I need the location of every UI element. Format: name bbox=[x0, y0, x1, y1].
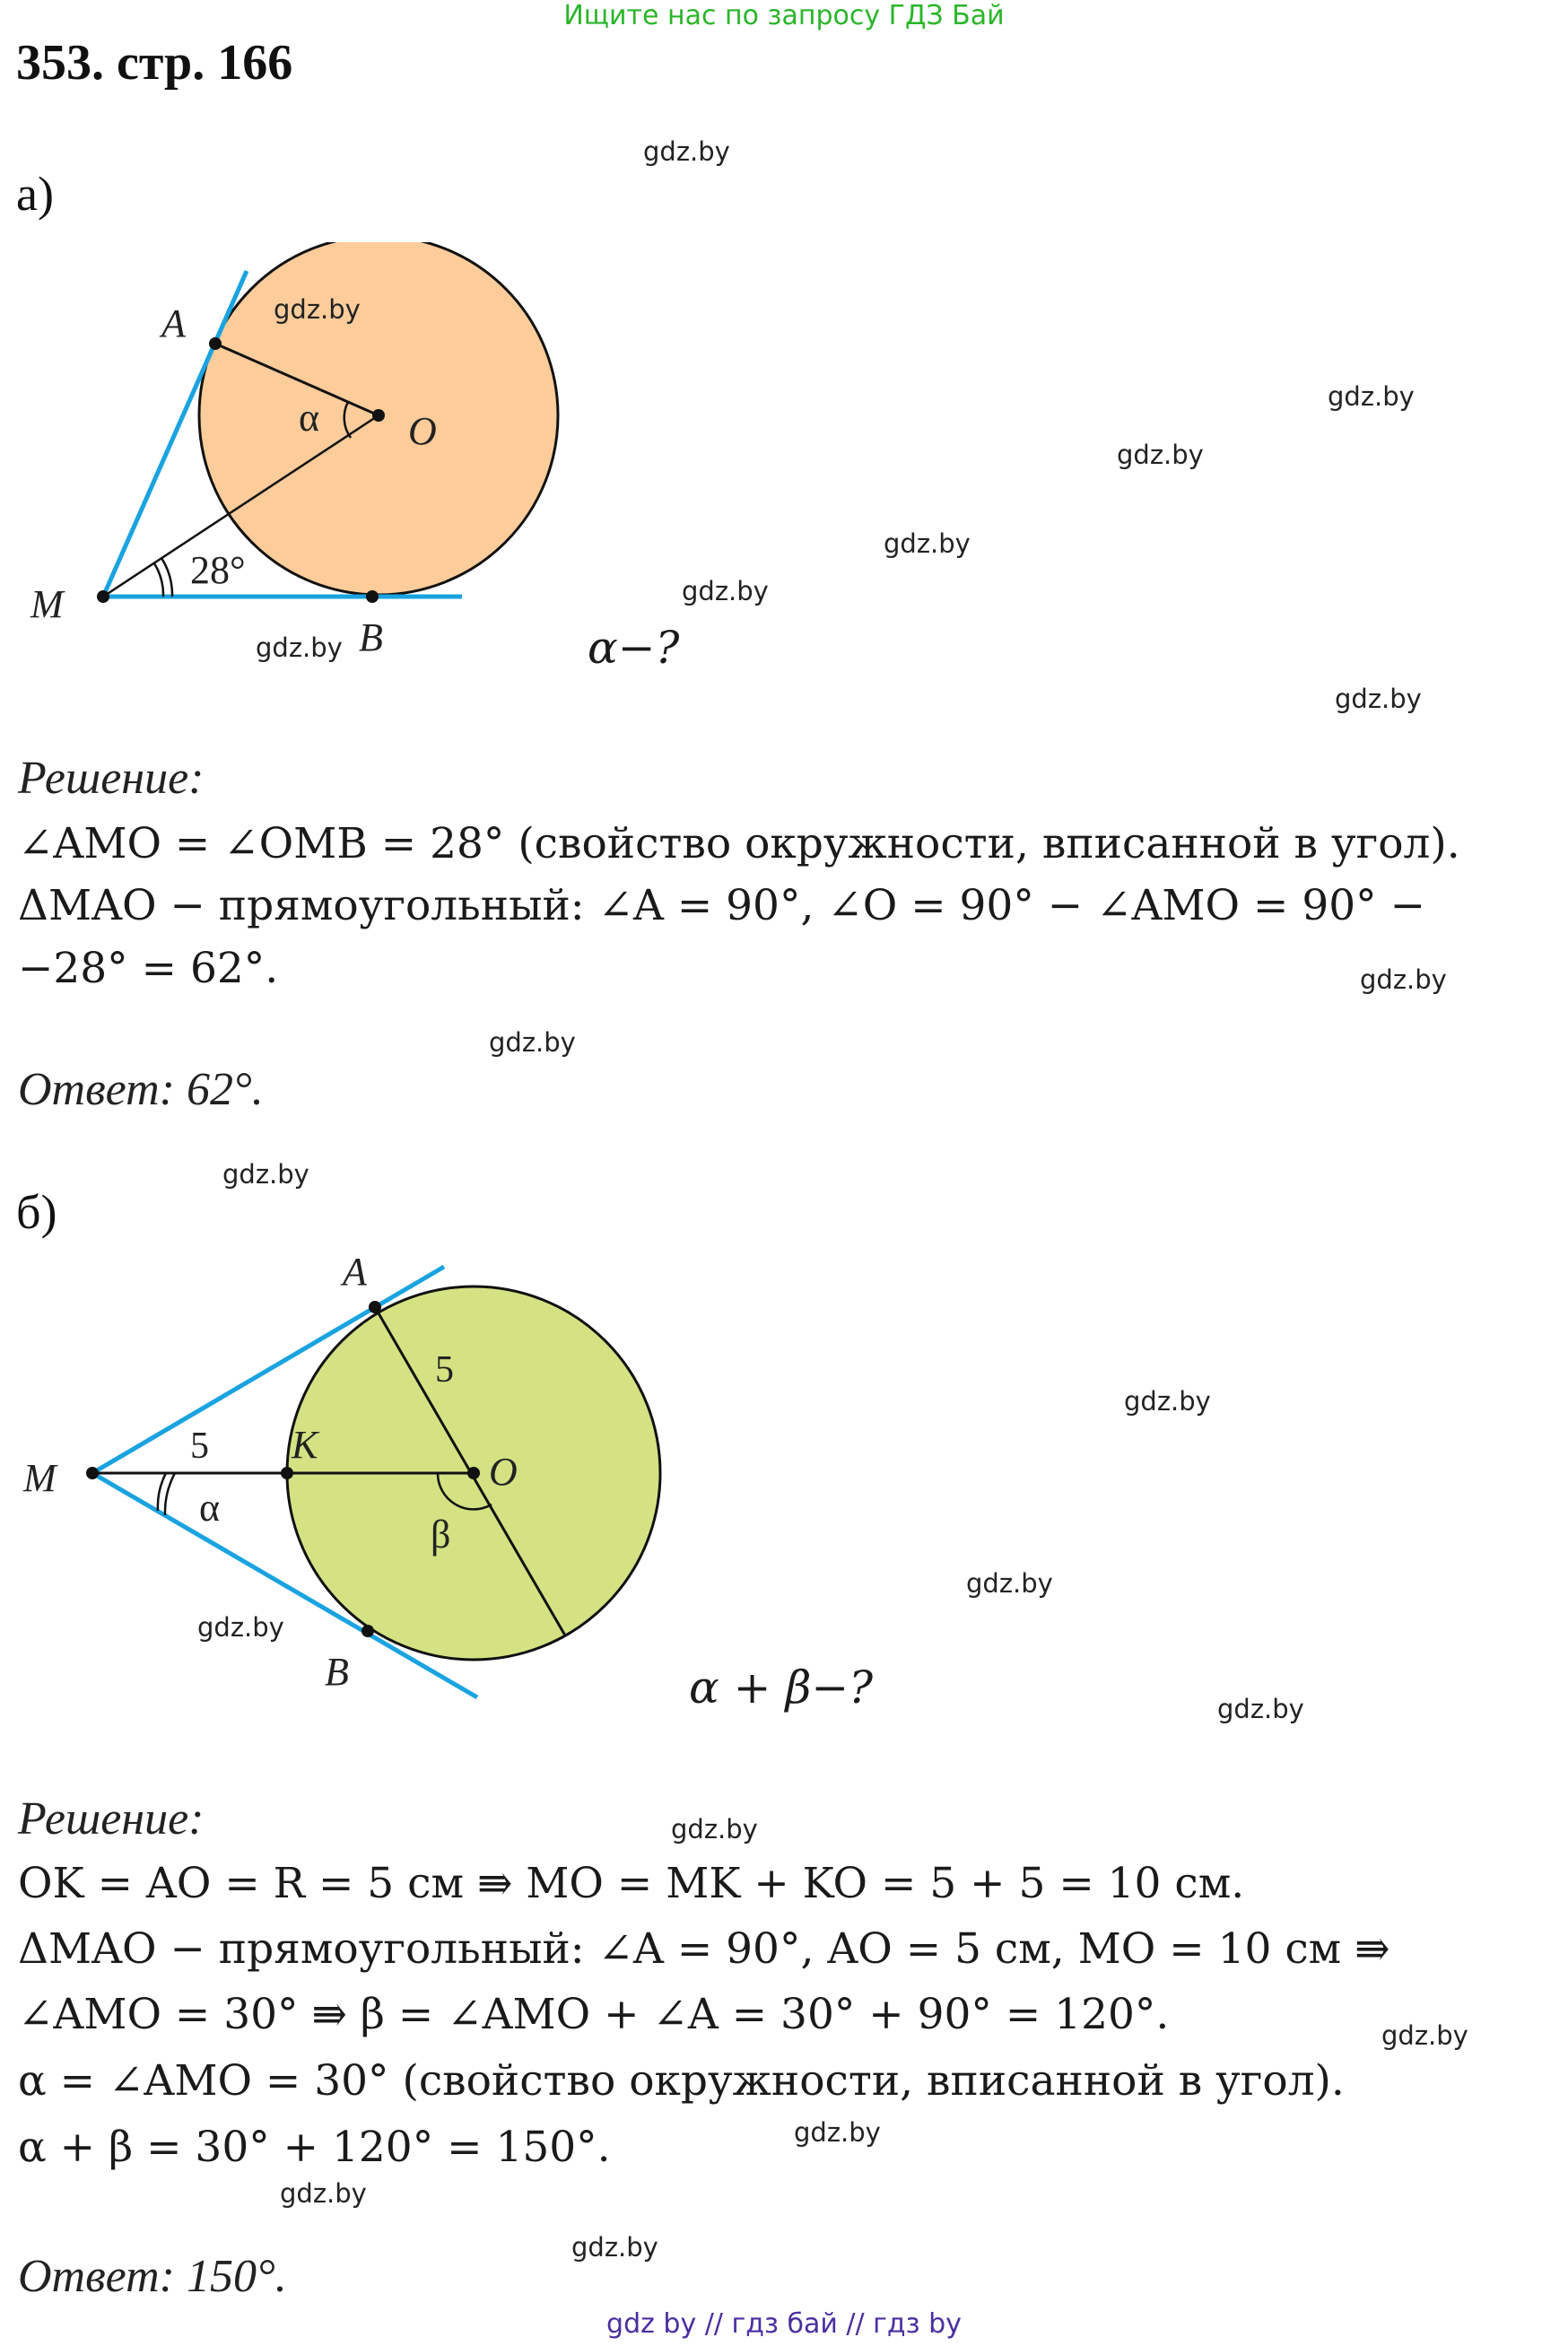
label-5-MK: 5 bbox=[190, 1426, 209, 1467]
watermark: gdz.by bbox=[197, 1612, 284, 1643]
answer-a: Ответ: 62°. bbox=[18, 1064, 264, 1115]
point-O-dot-b bbox=[467, 1467, 480, 1479]
point-A-dot bbox=[209, 337, 222, 350]
watermark: gdz.by bbox=[571, 2232, 658, 2263]
watermark: gdz.by bbox=[280, 2178, 367, 2209]
point-K-dot bbox=[281, 1467, 293, 1479]
watermark: gdz.by bbox=[256, 632, 343, 663]
label-28: 28° bbox=[190, 548, 246, 592]
solution-a-line-1: ∠AMO = ∠OMB = 28° (свойство окружности, вписанной в угол). bbox=[18, 819, 1460, 868]
watermark: gdz.by bbox=[1117, 440, 1204, 470]
figure-b bbox=[0, 1229, 682, 1731]
solution-b-line-1: OK = AO = R = 5 см ⇛ MO = MK + KO = 5 + 5 = 10 см. bbox=[18, 1859, 1245, 1908]
point-B-dot-b bbox=[362, 1625, 374, 1637]
solution-heading-a: Решение: bbox=[18, 753, 205, 804]
watermark: gdz.by bbox=[1381, 2020, 1468, 2051]
point-M-dot bbox=[97, 590, 109, 603]
watermark: gdz.by bbox=[682, 576, 769, 606]
footer-links[interactable]: gdz by // гдз бай // гдз by bbox=[606, 2308, 962, 2340]
label-A: A bbox=[161, 301, 186, 345]
label-O-b: O bbox=[489, 1450, 518, 1494]
watermark: gdz.by bbox=[274, 294, 361, 325]
watermark: gdz.by bbox=[222, 1159, 309, 1190]
question-b: α + β−? bbox=[689, 1661, 874, 1714]
page-title: 353. стр. 166 bbox=[16, 35, 293, 91]
solution-b-line-3: ∠AMO = 30° ⇛ β = ∠AMO + ∠A = 30° + 90° = 120°. bbox=[18, 1990, 1170, 2039]
label-alpha: α bbox=[299, 396, 320, 440]
angle-alpha-arc-b2 bbox=[165, 1473, 175, 1515]
watermark: gdz.by bbox=[1328, 381, 1415, 412]
watermark: gdz.by bbox=[489, 1027, 576, 1058]
part-a-label: а) bbox=[16, 167, 54, 221]
point-O-dot bbox=[372, 409, 385, 422]
watermark: gdz.by bbox=[643, 136, 730, 167]
solution-b-line-5: α + β = 30° + 120° = 150°. bbox=[18, 2123, 611, 2172]
watermark: gdz.by bbox=[794, 2117, 881, 2148]
solution-b-line-4: α = ∠AMO = 30° (свойство окружности, вписанной в угол). bbox=[18, 2056, 1345, 2106]
solution-a-line-3: −28° = 62°. bbox=[18, 944, 279, 993]
watermark: gdz.by bbox=[1335, 684, 1422, 714]
point-A-dot-b bbox=[369, 1301, 381, 1313]
solution-b-line-2: ΔMAO − прямоугольный: ∠A = 90°, AO = 5 см, MO = 10 см ⇛ bbox=[18, 1924, 1390, 1974]
solution-a-line-2: ΔMAO − прямоугольный: ∠A = 90°, ∠O = 90° − ∠AMO = 90° − bbox=[18, 881, 1425, 930]
label-B: B bbox=[359, 615, 383, 659]
watermark: gdz.by bbox=[966, 1568, 1053, 1599]
label-M-b: M bbox=[23, 1456, 57, 1500]
label-K: K bbox=[292, 1423, 318, 1467]
watermark: gdz.by bbox=[1360, 964, 1447, 995]
question-a: α−? bbox=[588, 622, 680, 674]
label-B-b: B bbox=[325, 1650, 349, 1694]
watermark: gdz.by bbox=[1217, 1694, 1304, 1724]
point-M-dot-b bbox=[86, 1467, 99, 1479]
watermark: gdz.by bbox=[671, 1814, 758, 1845]
answer-b: Ответ: 150°. bbox=[18, 2251, 287, 2302]
top-search-link[interactable]: Ищите нас по запросу ГДЗ Бай bbox=[563, 0, 1005, 31]
watermark: gdz.by bbox=[884, 528, 971, 559]
label-O: O bbox=[408, 409, 437, 453]
point-B-dot bbox=[366, 590, 379, 603]
label-M: M bbox=[30, 582, 64, 626]
label-5-AO: 5 bbox=[435, 1349, 454, 1391]
watermark: gdz.by bbox=[1124, 1386, 1211, 1417]
solution-heading-b: Решение: bbox=[18, 1793, 205, 1845]
part-b-label: б) bbox=[16, 1185, 57, 1239]
label-beta: β bbox=[431, 1513, 451, 1557]
label-A-b: A bbox=[343, 1250, 367, 1294]
angle-28-arc-1 bbox=[154, 563, 163, 597]
label-alpha-b: α bbox=[199, 1486, 221, 1530]
